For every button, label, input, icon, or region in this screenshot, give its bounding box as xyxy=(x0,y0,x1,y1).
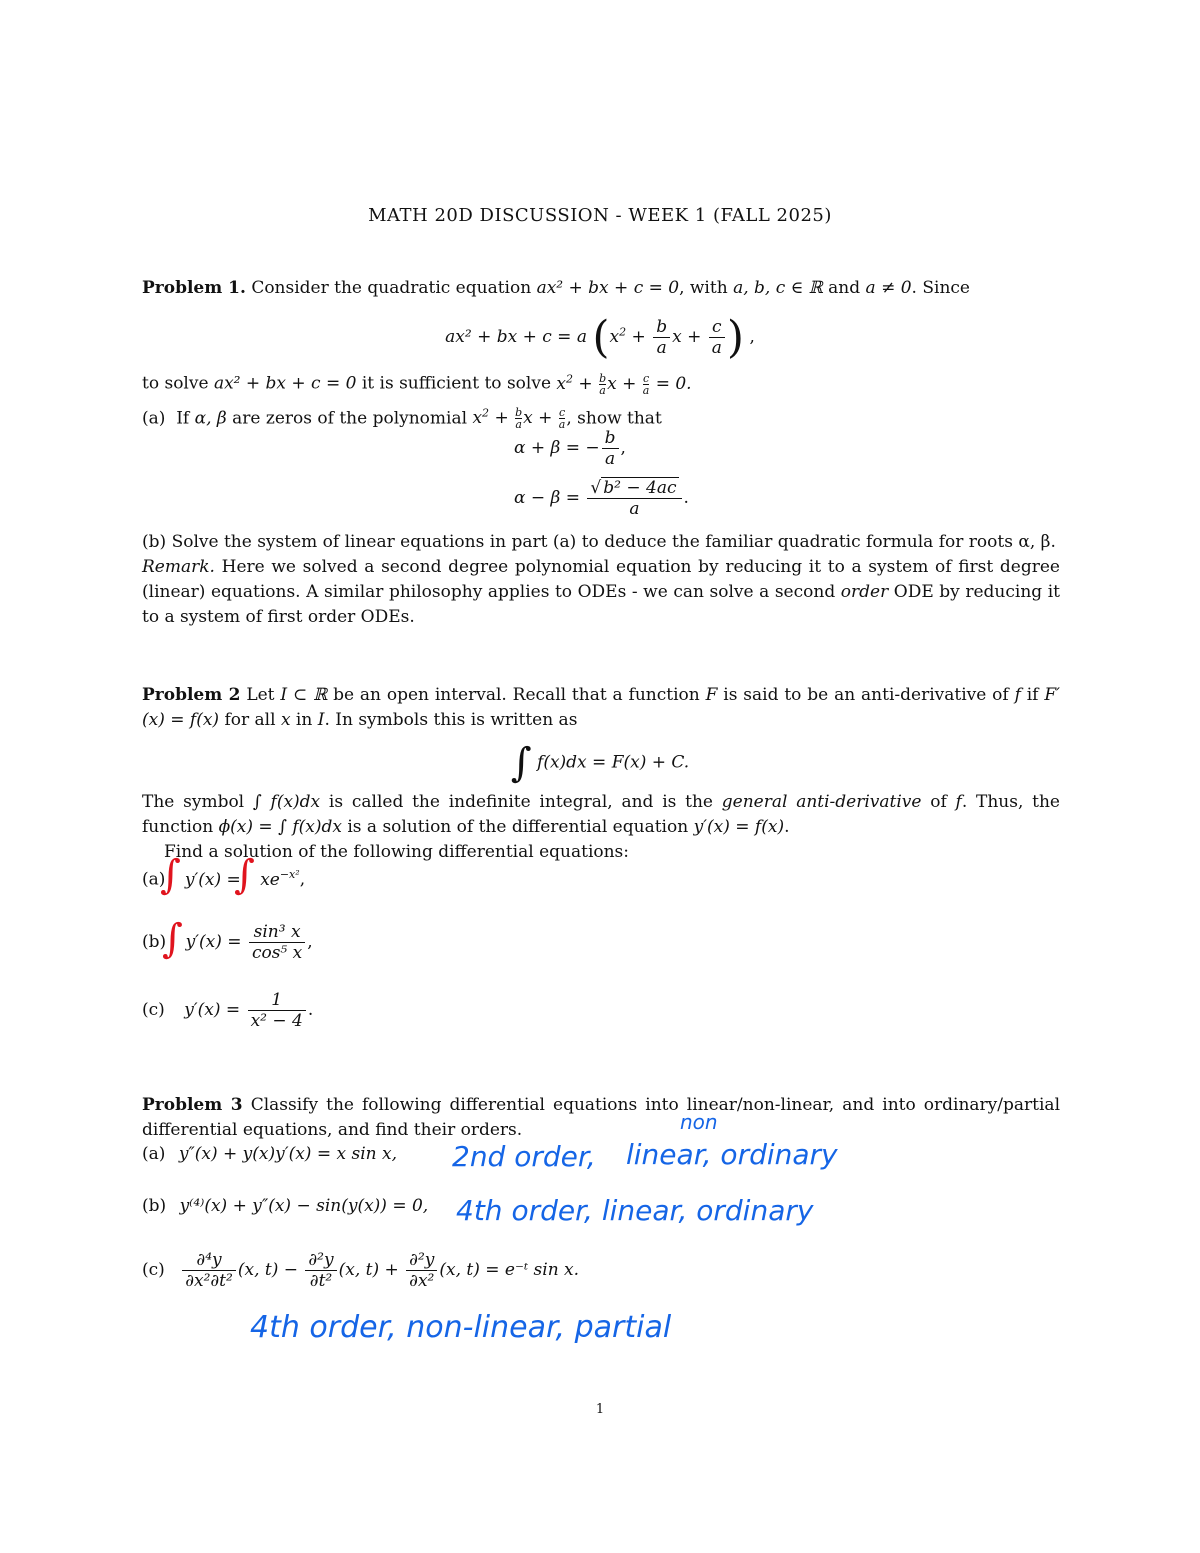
part-label: (a) xyxy=(142,408,166,429)
equation: y′(x) = xyxy=(184,1000,241,1020)
denominator: ∂x² xyxy=(406,1270,437,1291)
equation: y′(x) = f(x) xyxy=(693,817,785,837)
handwritten-answer-c: 4th order, non-linear, partial xyxy=(250,1310,672,1345)
text: it is sufficient to solve xyxy=(356,373,557,394)
display-lhs: ax² + bx + c = a xyxy=(445,327,587,347)
text: If xyxy=(176,408,195,429)
numerator: ∂²y xyxy=(409,1250,435,1270)
equation: α, β xyxy=(194,408,227,429)
equation: I xyxy=(317,710,325,730)
text: are zeros of the polynomial xyxy=(226,408,473,429)
equation: F xyxy=(705,685,718,705)
problem-2-heading: Problem 2 xyxy=(142,685,241,705)
text: . Thus, the function xyxy=(142,792,1060,837)
equation: y″(x) + y(x)y′(x) = x sin x, xyxy=(178,1144,397,1164)
text: to solve xyxy=(142,373,214,394)
handwritten-insert-non: non xyxy=(680,1110,718,1134)
part-label: (c) xyxy=(142,1260,165,1280)
problem-3-intro xyxy=(142,1093,1060,1143)
part-label: (a) xyxy=(142,1144,166,1164)
denominator: cos⁵ x xyxy=(249,942,305,963)
text: Here we solved a second degree polynomial equation by reducing it to a system of first degree (linear) equations. A similar philosophy applies to ODEs - we can solve a second xyxy=(142,557,1060,602)
problem-3-heading: Problem 3 xyxy=(142,1095,243,1115)
display-equation: f(x)dx = F(x) + C. xyxy=(537,752,690,773)
emphasis: general anti-derivative xyxy=(721,792,922,812)
equation: y′(x) = xyxy=(185,932,242,952)
equation: y′(x) = xyxy=(184,869,241,890)
numerator: sin³ x xyxy=(253,922,301,942)
page-number: 1 xyxy=(595,1402,605,1417)
problem-2-part-b: (b) y′(x) = $\frac{\text{sin³ x}}{\text{cos⁵ x}}$ , xyxy=(142,922,313,963)
text: if xyxy=(1020,685,1045,705)
problem-2-part-a: (a) $y'(x) = xe^{-x^2}$, xyxy=(142,868,306,890)
problem-2-part-c: (c) y′(x) = $\frac{1}{\text{x² − 4}}$ . xyxy=(142,990,314,1031)
part-label: (c) xyxy=(142,1000,165,1020)
problem-1-display-equation: ax² + bx + c = a ($x^2$ + $\frac{b}{a}$ x + $\frac{c}{a}$ ) , xyxy=(445,312,755,363)
equation: xe xyxy=(260,869,280,890)
equation: ax² + bx + c = 0 xyxy=(213,373,357,394)
part-label: (b) xyxy=(142,1196,167,1216)
sum-equation: α + β = − $\frac{b}{a}$ , xyxy=(514,428,626,469)
equation: y⁽⁴⁾(x) + y″(x) − sin(y(x)) = 0, xyxy=(179,1196,429,1216)
remark-label: Remark. xyxy=(142,557,215,577)
exponent: −x² xyxy=(279,868,300,881)
text: of xyxy=(921,792,956,812)
equation: ∫ f(x)dx xyxy=(252,792,321,812)
radicand: b² − 4ac xyxy=(603,478,677,498)
problem-2-intro xyxy=(142,683,1060,733)
text: , with xyxy=(679,278,734,298)
emphasis: order xyxy=(840,582,889,602)
numerator: ∂²y xyxy=(308,1250,334,1270)
problem-1-heading: Problem 1. xyxy=(142,278,246,298)
denominator: ∂t² xyxy=(305,1270,336,1291)
text: is said to be an anti-derivative of xyxy=(717,685,1015,705)
handwritten-answer-b: 4th order, linear, ordinary xyxy=(456,1194,814,1227)
instruction: Find a solution of the following differential equations: xyxy=(164,842,630,862)
equation: (x, t) = e⁻ᵗ sin x. xyxy=(439,1260,580,1280)
text: and xyxy=(822,278,866,298)
equation: α − β = xyxy=(514,488,581,508)
page-title: MATH 20D DISCUSSION - WEEK 1 (FALL 2025) xyxy=(368,205,832,226)
paren: ( xyxy=(592,312,610,363)
equation: I ⊂ ℝ xyxy=(280,685,328,705)
problem-1-part-b xyxy=(142,530,1060,630)
text: ODE by reducing it to a system of first order ODEs. xyxy=(142,582,1060,627)
text: Solve the system of linear equations in part (a) to deduce the familiar quadratic formula for roots α, β. xyxy=(171,532,1056,552)
equation: α + β = − xyxy=(514,438,600,458)
text: Classify the following differential equations into linear/non-linear, and into ordinary/partial differential equations, and find their orders. xyxy=(142,1095,1061,1140)
red-integral-mark-a1: ∫ xyxy=(160,852,181,898)
equation: ϕ(x) = ∫ f(x)dx xyxy=(218,817,342,837)
text: , show that xyxy=(566,408,662,429)
denominator: ∂x²∂t² xyxy=(182,1270,236,1291)
part-label: (b) xyxy=(142,532,167,552)
problem-3-part-c: (c) $\frac{\text{∂⁴y}}{\text{∂x²∂t²}}$ (x, t) − $\frac{\text{∂²y}}{\text{∂t²}}$ (x, t) + $\frac{\text{∂²y}}{\text{∂x²}}$ (x, t) = e⁻ᵗ sin x. xyxy=(142,1250,580,1291)
problem-3-part-a xyxy=(142,1144,397,1164)
equation: ax² + bx + c = 0 xyxy=(536,278,680,298)
text: is a solution of the differential equation xyxy=(341,817,694,837)
text: is called the indefinite integral, and is the xyxy=(320,792,722,812)
problem-2-body xyxy=(142,790,1060,865)
problem-1-line2: to solve ax² + bx + c = 0 it is sufficient to solve $x^2$ + $\frac{b}{a}$ x + $\frac{c}{a}$ = 0. (a) If α, β are zeros of the polynomial $x^2$ + $\frac{b}{a}$ x + $\frac{c}{a}$ , show that xyxy=(142,371,692,432)
text: in xyxy=(290,710,318,730)
problem-2-display-equation xyxy=(0,740,1200,786)
text: . xyxy=(784,817,790,837)
numerator: 1 xyxy=(271,990,283,1010)
text: Let xyxy=(240,685,281,705)
equation: a ≠ 0 xyxy=(865,278,912,298)
text: be an open interval. Recall that a function xyxy=(327,685,706,705)
equation: f xyxy=(1014,685,1021,705)
text: Consider the quadratic equation xyxy=(251,278,537,298)
equation: a, b, c ∈ ℝ xyxy=(733,278,823,298)
equation: F′(x) = f(x) xyxy=(142,685,1060,730)
part-label: (b) xyxy=(142,932,167,952)
text: The symbol xyxy=(142,792,253,812)
difference-equation: α − β = $\frac{\text{√ b² − 4ac}}{a}$ . xyxy=(514,478,689,519)
text: . Since xyxy=(911,278,970,298)
integral-sign: ∫ xyxy=(510,740,532,786)
equation: f xyxy=(955,792,962,812)
denominator: x² − 4 xyxy=(248,1010,306,1031)
paren: ) xyxy=(726,312,745,363)
equation: x xyxy=(280,710,291,730)
numerator: ∂⁴y xyxy=(196,1250,222,1270)
red-integral-mark-b: ∫ xyxy=(162,916,183,962)
handwritten-answer-a-prefix: 2nd order, xyxy=(452,1140,596,1173)
text: . In symbols this is written as xyxy=(324,710,578,730)
problem-1-intro xyxy=(142,276,1060,301)
part-label: (a) xyxy=(142,869,166,890)
text: for all xyxy=(219,710,281,730)
handwritten-answer-a-suffix: linear, ordinary xyxy=(626,1138,838,1171)
red-integral-mark-a2: ∫ xyxy=(234,852,255,898)
problem-3-part-b xyxy=(142,1196,428,1216)
